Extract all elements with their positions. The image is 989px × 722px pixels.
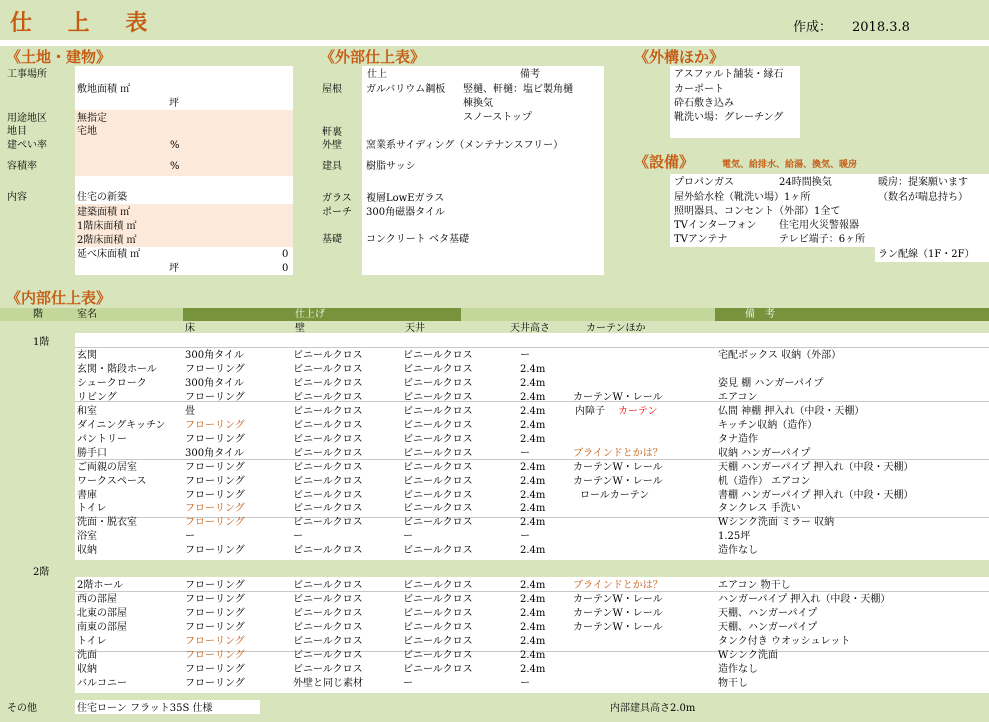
bcr-unit[interactable]: % [170,140,180,151]
cell-yuka[interactable]: フローリング [185,545,245,557]
cell-room[interactable]: 洗面・脱衣室 [77,517,137,529]
cell-yuka[interactable]: フローリング [185,663,245,675]
cell-note[interactable]: 天棚、ハンガーパイプ [718,607,818,619]
equip-tv-outlet[interactable]: テレビ端子：6ヶ所 [779,234,866,245]
cell-room[interactable]: 玄関・階段ホール [77,363,157,375]
cell-yuka[interactable]: 300角タイル [185,377,244,389]
equip-heating[interactable]: 暖房：提案願います [878,177,968,188]
f1-area-label: 1階床面積 ㎡ [77,221,137,232]
cell-note[interactable]: ハンガーパイプ 押入れ（中段・天棚） [718,593,891,605]
equip-lan[interactable]: ラン配線（1F・2F） [878,249,975,260]
content-value[interactable]: 住宅の新築 [77,192,127,203]
cell-curtain[interactable]: カーテンW・レール [573,461,663,473]
land-type-value[interactable]: 宅地 [77,126,97,137]
cell-note[interactable]: 収納 ハンガーパイプ [718,447,811,459]
cell-kabe[interactable]: ビニールクロス [293,391,363,403]
cell-room[interactable]: 和室 [77,405,97,417]
floor-1-label: 1階 [33,337,50,348]
page-title: 仕 上 表 [10,11,162,36]
cell-yuka[interactable]: フローリング [185,621,245,633]
cell-note[interactable]: 天棚、ハンガーパイプ [718,621,818,633]
cell-yuka[interactable]: 畳 [185,405,195,417]
cell-room[interactable]: 収納 [77,663,97,675]
cell-height[interactable]: 2.4m [520,461,546,473]
cell-yuka[interactable]: フローリング [185,503,245,515]
cell-height[interactable]: 2.4m [520,607,546,619]
equip-ventilation[interactable]: 24時間換気 [779,177,832,188]
equip-gas[interactable]: プロパンガス [674,177,734,188]
col-height: 天井高さ [510,323,550,334]
cell-note[interactable]: Wシンク洗面 [718,649,778,661]
cell-kabe[interactable]: ビニールクロス [293,405,363,417]
cell-tenjo[interactable]: ビニールクロス [403,419,473,431]
content-label: 内容 [7,192,27,203]
total-area-value[interactable]: 0 [282,249,289,260]
cell-tenjo[interactable]: ビニールクロス [403,405,473,417]
outer-item[interactable]: アスファルト舗装・縁石 [674,69,784,80]
cell-height[interactable]: 2.4m [520,419,546,431]
cell-kabe[interactable]: ビニールクロス [293,475,363,487]
cell-height[interactable]: 2.4m [520,489,546,501]
equip-faucet[interactable]: 屋外給水栓（靴洗い場）1ヶ所 [674,192,811,203]
cell-note[interactable]: 宅配ボックス 収納（外部） [718,350,842,361]
cell-height[interactable]: 2.4m [520,405,546,417]
cell-yuka[interactable]: フローリング [185,635,245,647]
cell-height[interactable]: 2.4m [520,363,546,375]
cell-yuka[interactable]: フローリング [185,433,245,445]
cell-yuka[interactable]: フローリング [185,419,245,431]
site-area-label: 敷地面積 ㎡ [77,84,131,95]
cell-note[interactable]: Wシンク洗面 ミラー 収納 [718,517,835,529]
glass-label: ガラス [322,193,352,204]
cell-tenjo[interactable]: ビニールクロス [403,377,473,389]
land-label-column [0,66,75,296]
cell-height[interactable]: 2.4m [520,433,546,445]
total-area-label: 延べ床面積 ㎡ [77,249,141,260]
cell-yuka[interactable]: フローリング [185,363,245,375]
cell-yuka[interactable]: フローリング [185,593,245,605]
cell-note[interactable]: 書棚 ハンガーパイプ 押入れ（中段・天棚） [718,489,914,501]
cell-note[interactable]: タナ造作 [718,433,758,445]
cell-tenjo[interactable]: ビニールクロス [403,461,473,473]
cell-height[interactable]: 2.4m [520,663,546,675]
cell-kabe[interactable]: ビニールクロス [293,545,363,557]
cell-kabe[interactable]: ビニールクロス [293,447,363,459]
cell-note[interactable]: 天棚 ハンガーパイプ 押入れ（中段・天棚） [718,461,914,473]
cell-curtain[interactable]: ロールカーテン [580,489,650,501]
cell-room[interactable]: 北東の部屋 [77,607,127,619]
exterior-section-title: 《外部仕上表》 [320,48,426,66]
cell-tenjo[interactable]: ビニールクロス [403,489,473,501]
roof-note-1[interactable]: 竪樋、軒樋：塩ビ製角樋 [463,84,573,95]
cell-curtain[interactable]: カーテンW・レール [573,607,663,619]
equip-asthma-note[interactable]: （数名が喘息持ち） [878,192,968,203]
cell-height[interactable]: 2.4m [520,391,546,403]
land-type-label: 地目 [7,126,27,137]
eaves-label: 軒裏 [322,127,342,138]
porch-value[interactable]: 300角磁器タイル [366,207,445,218]
interior-section-title: 《内部仕上表》 [6,289,112,307]
cell-yuka[interactable]: 300角タイル [185,447,244,459]
cell-room[interactable]: ダイニングキッチン [77,419,166,431]
total-tsubo-unit: 坪 [169,263,179,274]
cell-height[interactable]: 2.4m [520,377,546,389]
cell-kabe[interactable]: ビニールクロス [293,377,363,389]
total-tsubo-value[interactable]: 0 [282,263,289,274]
cell-note[interactable]: 姿見 棚 ハンガーパイプ [718,377,824,389]
cell-room[interactable]: 収納 [77,545,97,557]
col-note: 備 考 [745,309,775,320]
cell-kabe[interactable]: ビニールクロス [293,580,363,591]
cell-room[interactable]: リビング [77,391,117,403]
cell-height[interactable]: ー [520,677,530,689]
cell-room[interactable]: 書庫 [77,489,97,501]
cell-tenjo[interactable]: ビニールクロス [403,649,473,661]
cell-tenjo[interactable]: ビニールクロス [403,391,473,403]
cell-kabe[interactable]: ビニールクロス [293,593,363,605]
cell-yuka[interactable]: フローリング [185,580,245,591]
created-date: 2018.3.8 [852,20,910,35]
cell-tenjo[interactable]: ビニールクロス [403,433,473,445]
cell-kabe[interactable]: ビニールクロス [293,649,363,661]
cell-room[interactable]: 南東の部屋 [77,621,127,633]
cell-note[interactable]: 仏間 神棚 押入れ（中段・天棚） [718,405,865,417]
cell-kabe[interactable]: ビニールクロス [293,350,363,361]
cell-height[interactable]: 2.4m [520,593,546,605]
fitting-label: 建具 [322,161,342,172]
roof-label: 屋根 [322,84,342,95]
cell-yuka[interactable]: フローリング [185,649,245,661]
ext-col-finish: 仕上 [367,69,387,80]
cell-room[interactable]: トイレ [77,503,107,515]
cell-tenjo[interactable]: ビニールクロス [403,545,473,557]
cell-height[interactable]: 2.4m [520,580,546,591]
site-label: 工事場所 [7,69,47,80]
cell-curtain-extra[interactable]: カーテン [618,405,658,417]
cell-room[interactable]: ワークスペース [77,475,147,487]
cell-room[interactable]: ご両親の居室 [77,461,137,473]
cell-height[interactable]: 2.4m [520,475,546,487]
cell-yuka[interactable]: フローリング [185,461,245,473]
equip-lighting[interactable]: 照明器具、コンセント（外部）1全て [674,206,841,217]
land-section-title: 《土地・建物》 [6,48,112,66]
cell-room[interactable]: シュークローク [77,377,147,389]
col-yuka: 床 [185,323,195,334]
cell-room[interactable]: バルコニー [77,677,127,689]
cell-height[interactable]: 2.4m [520,503,546,515]
col-floor: 階 [33,309,43,320]
far-label: 容積率 [7,161,37,172]
cell-tenjo[interactable]: ビニールクロス [403,475,473,487]
site-tsubo-unit: 坪 [169,98,179,109]
cell-room[interactable]: 勝手口 [77,447,107,459]
cell-kabe[interactable]: 外壁と同じ素材 [293,677,363,689]
cell-kabe[interactable]: ビニールクロス [293,419,363,431]
cell-height[interactable]: ー [520,531,530,543]
cell-note[interactable]: タンク付き ウオッシュレット [718,635,851,647]
cell-kabe[interactable]: ビニールクロス [293,503,363,515]
wall-label: 外壁 [322,140,342,151]
cell-note[interactable]: 1.25坪 [718,531,751,543]
cell-yuka[interactable]: ー [185,531,195,543]
cell-yuka[interactable]: フローリング [185,607,245,619]
cell-kabe[interactable]: ビニールクロス [293,635,363,647]
cell-tenjo[interactable]: ビニールクロス [403,621,473,633]
bcr-label: 建ぺい率 [7,140,47,151]
cell-yuka[interactable]: フローリング [185,489,245,501]
cell-note[interactable]: タンクレス 手洗い [718,503,801,515]
cell-room[interactable]: トイレ [77,635,107,647]
cell-room[interactable]: パントリー [77,433,127,445]
cell-yuka[interactable]: フローリング [185,517,245,529]
cell-room[interactable]: 西の部屋 [77,593,117,605]
cell-curtain[interactable]: 内障子 [575,405,605,417]
outer-item[interactable]: 砕石敷き込み [674,98,734,109]
cell-note[interactable]: エアコン 物干し [718,580,791,591]
equip-section-title: 《設備》 [634,153,695,171]
col-tenjo: 天井 [405,323,425,334]
cell-tenjo[interactable]: ー [403,531,413,543]
wall-value[interactable]: 窯業系サイディング（メンテナンスフリー） [366,140,564,151]
cell-yuka[interactable]: フローリング [185,677,245,689]
cell-room[interactable]: 2階ホール [77,580,124,591]
ext-col-note: 備考 [520,69,540,80]
cell-room[interactable]: 洗面 [77,649,97,661]
cell-height[interactable]: 2.4m [520,635,546,647]
cell-kabe[interactable]: ビニールクロス [293,461,363,473]
foundation-label: 基礎 [322,234,342,245]
cell-height[interactable]: ー [520,350,530,361]
equip-antenna[interactable]: TVアンテナ [674,234,728,245]
cell-kabe[interactable]: ビニールクロス [293,607,363,619]
cell-tenjo[interactable]: ビニールクロス [403,517,473,529]
cell-tenjo[interactable]: ビニールクロス [403,635,473,647]
cell-tenjo[interactable]: ビニールクロス [403,363,473,375]
roof-note-3[interactable]: スノーストップ [463,112,532,123]
floor-2-label: 2階 [33,567,50,578]
cell-curtain[interactable]: カーテンW・レール [573,475,663,487]
outer-item[interactable]: 靴洗い場：グレーチング [674,112,784,123]
cell-note[interactable]: 物干し [718,677,748,689]
roof-note-2[interactable]: 棟換気 [463,98,493,109]
col-curtain: カーテンほか [586,323,646,334]
cell-kabe[interactable]: ビニールクロス [293,489,363,501]
cell-kabe[interactable]: ビニールクロス [293,433,363,445]
cell-note[interactable]: キッチン収納（造作） [718,419,818,431]
cell-height[interactable]: 2.4m [520,517,546,529]
equip-intercom[interactable]: TVインターフォン [674,220,757,231]
cell-kabe[interactable]: ビニールクロス [293,663,363,675]
door-height-note[interactable]: 内部建具高さ2.0m [610,703,696,714]
cell-room[interactable]: 玄関 [77,350,97,361]
cell-curtain[interactable]: カーテンW・レール [573,593,663,605]
cell-note[interactable]: 造作なし [718,545,758,557]
cell-note[interactable]: エアコン [718,391,758,403]
cell-tenjo[interactable]: ビニールクロス [403,350,473,361]
build-area-label: 建築面積 ㎡ [77,207,131,218]
col-room: 室名 [77,309,97,320]
cell-height[interactable]: ー [520,447,530,459]
fitting-value[interactable]: 樹脂サッシ [366,161,416,172]
cell-yuka[interactable]: フローリング [185,391,245,403]
far-unit[interactable]: % [170,161,180,172]
other-label: その他 [7,703,37,714]
cell-yuka[interactable]: 300角タイル [185,350,244,361]
cell-height[interactable]: 2.4m [520,621,546,633]
cell-tenjo[interactable]: ビニールクロス [403,503,473,515]
cell-yuka[interactable]: フローリング [185,475,245,487]
exterior-label-column [320,66,362,296]
section-band-top [0,46,989,66]
porch-label: ポーチ [322,207,352,218]
equip-fire-alarm[interactable]: 住宅用火災警報器 [779,220,859,231]
other-value[interactable]: 住宅ローン フラット35S 仕様 [77,703,213,714]
cell-note[interactable]: 机（造作） エアコン [718,475,811,487]
date-label: 作成： [793,20,833,35]
cell-tenjo[interactable]: ビニールクロス [403,663,473,675]
cell-kabe[interactable]: ー [293,531,303,543]
roof-value[interactable]: ガルバリウム鋼板 [366,84,446,95]
cell-kabe[interactable]: ビニールクロス [293,517,363,529]
cell-tenjo[interactable]: ビニールクロス [403,593,473,605]
equip-subtitle: 電気、給排水、給湯、換気、暖房 [722,160,858,170]
f2-area-label: 2階床面積 ㎡ [77,235,137,246]
glass-value[interactable]: 複層LowEガラス [366,193,445,204]
cell-tenjo[interactable]: ビニールクロス [403,447,473,459]
cell-curtain[interactable]: ブラインドとかは？ [573,580,663,591]
cell-height[interactable]: 2.4m [520,649,546,661]
cell-kabe[interactable]: ビニールクロス [293,621,363,633]
foundation-value[interactable]: コンクリート ベタ基礎 [366,234,469,245]
cell-curtain[interactable]: カーテンW・レール [573,391,663,403]
cell-tenjo[interactable]: ビニールクロス [403,607,473,619]
col-finish: 仕上げ [295,309,325,320]
cell-tenjo[interactable]: ビニールクロス [403,580,473,591]
cell-room[interactable]: 浴室 [77,531,97,543]
land-pink-block [75,110,293,176]
outer-item[interactable]: カーポート [674,84,724,95]
zone-value[interactable]: 無指定 [77,113,107,124]
cell-note[interactable]: 造作なし [718,663,758,675]
cell-tenjo[interactable]: ー [403,677,413,689]
cell-curtain[interactable]: ブラインドとかは？ [573,447,663,459]
zone-label: 用途地区 [7,113,47,124]
col-kabe: 壁 [295,323,305,334]
cell-kabe[interactable]: ビニールクロス [293,363,363,375]
cell-height[interactable]: 2.4m [520,545,546,557]
cell-curtain[interactable]: カーテンW・レール [573,621,663,633]
outer-section-title: 《外構ほか》 [634,48,725,66]
